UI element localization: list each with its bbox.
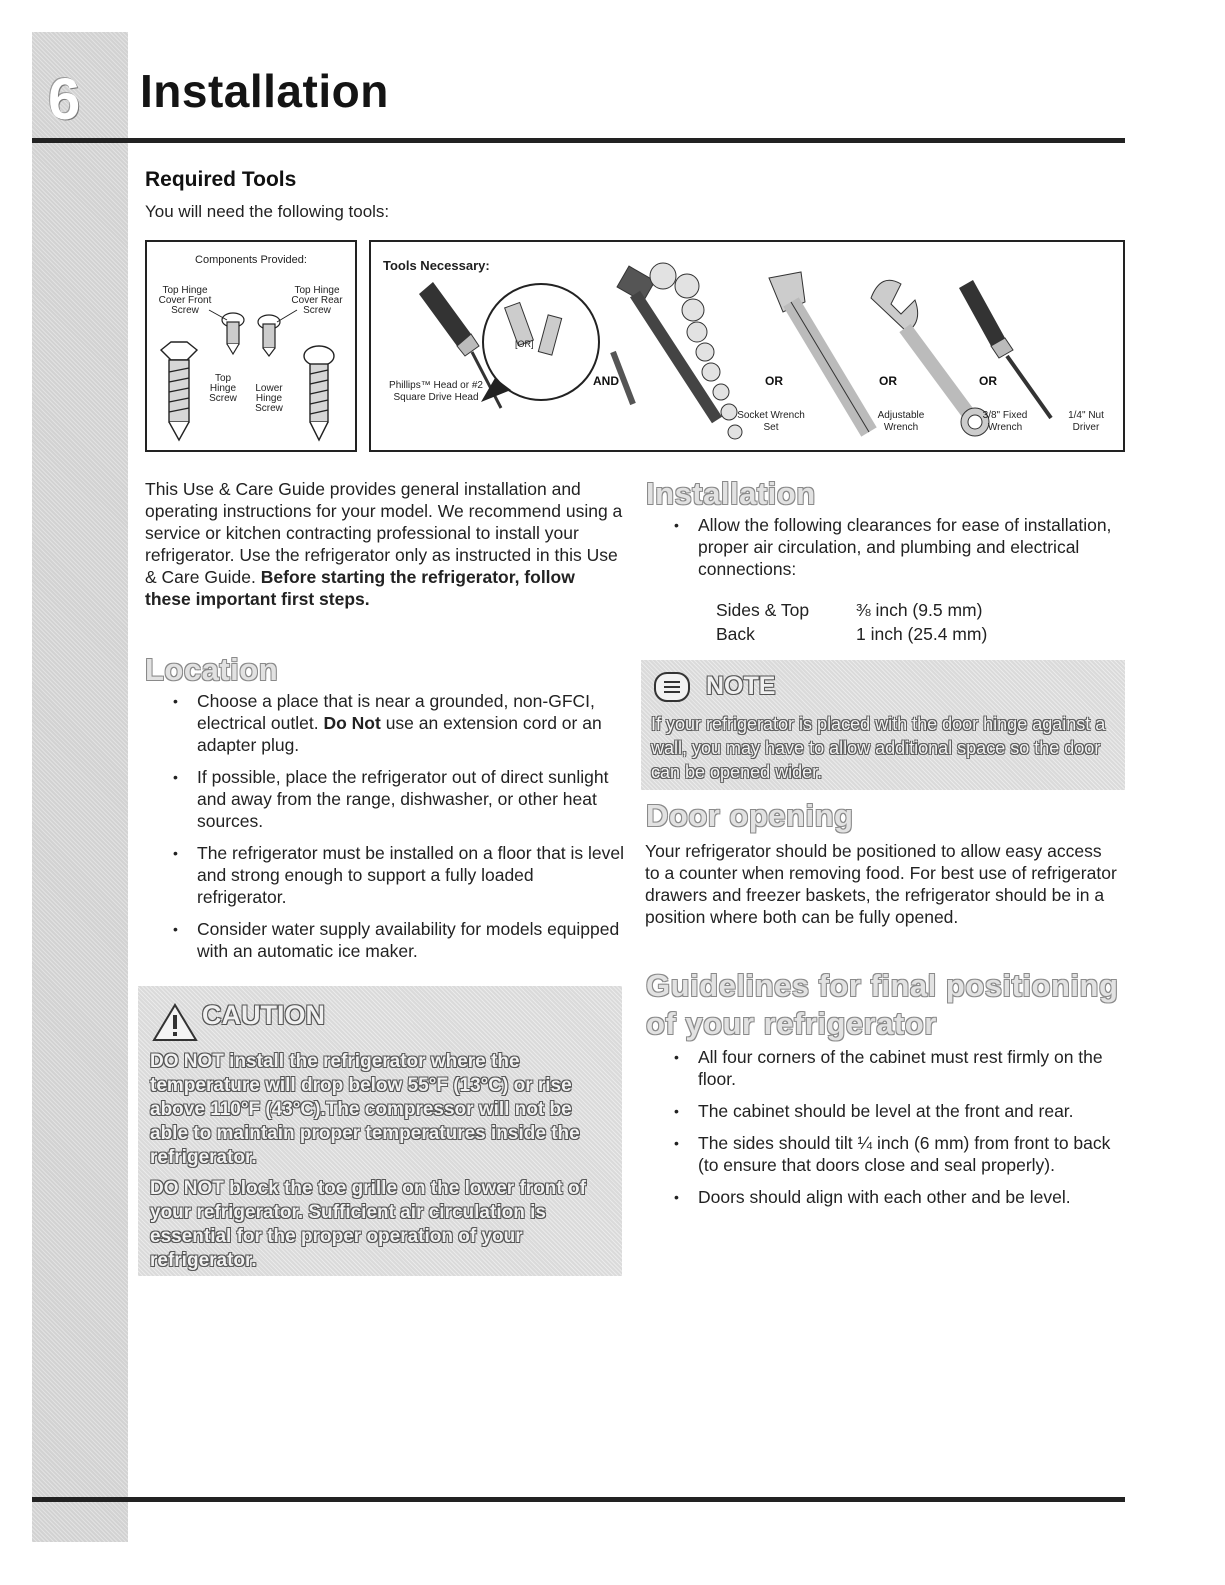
guidelines-heading-line2: of your refrigerator	[646, 1006, 937, 1041]
location-list	[145, 690, 625, 972]
door-opening-text: Your refrigerator should be positioned to allow easy access to a counter when removing food. For best use of refrigerator drawers and freezer baskets, the refrigerator should be in a position where both can be fully opened.	[645, 841, 1117, 927]
page-title: Installation	[140, 65, 389, 117]
list-item: • Consider water supply availability for models equipped with an automatic ice maker.	[145, 918, 625, 962]
intro-text: This Use & Care Guide provides general installation and operating instructions for your model. We recommend using a service or kitchen contracting professional to install your refrigerator. Use the refrigerator only as instructed in this Use & Care Guide.	[145, 479, 623, 587]
label-or-1: OR	[765, 374, 783, 388]
note-text: If your refrigerator is placed with the door hinge against a wall, you may have to allow additional space so the door can be opened wider.	[651, 714, 1106, 782]
clearance-value: ⅜ inch (9.5 mm)	[856, 600, 983, 620]
location-heading: Location	[145, 652, 279, 687]
bullet-text: use an extension cord or an adapter plug.	[197, 713, 602, 755]
screws-illustration	[147, 242, 355, 450]
bullet-bold: Do Not	[323, 713, 381, 733]
label-and: AND	[593, 374, 619, 388]
warning-triangle-icon	[152, 1002, 198, 1042]
tools-necessary-box	[369, 240, 1125, 452]
list-item: • All four corners of the cabinet must rest firmly on the floor.	[646, 1046, 1122, 1090]
label-fixed-wrench: 3/8" Fixed Wrench	[982, 410, 1028, 433]
clearance-table	[716, 598, 987, 646]
label-or-3: OR	[979, 374, 997, 388]
header-rule	[32, 138, 1125, 143]
list-item: • Allow the following clearances for ease of installation, proper air circulation, and plumbing and electrical connections:	[646, 514, 1116, 580]
screw-icon	[258, 315, 280, 356]
list-item	[145, 690, 625, 756]
label-adjustable-wrench: Adjustable Wrench	[877, 410, 925, 433]
socket-wrench-set-icon	[613, 263, 742, 439]
nut-driver-icon	[959, 280, 1051, 418]
caution-heading: CAUTION	[202, 1000, 325, 1030]
components-provided-box	[145, 240, 357, 452]
required-tools-title: Required Tools	[145, 168, 297, 191]
caution-paragraph: DO NOT block the toe grille on the lower front of your refrigerator. Sufficient air circulation is essential for the proper operation of your refrigerator.	[150, 1178, 586, 1271]
screw-icon	[161, 342, 197, 440]
list-item: • If possible, place the refrigerator out of direct sunlight and away from the range, dishwasher, or other heat sources.	[145, 766, 625, 832]
list-item: • The refrigerator must be installed on a floor that is level and strong enough to support a fully loaded refrigerator.	[145, 842, 625, 908]
label-nut-driver: 1/4" Nut Driver	[1068, 410, 1104, 433]
guidelines-heading-line1: Guidelines for final positioning	[646, 968, 1119, 1003]
caution-paragraph: DO NOT install the refrigerator where the temperature will drop below 55°F (13°C) or rise above 110°F (43°C).The compressor will not be able to maintain proper temperatures inside the refrigerator.	[150, 1051, 580, 1168]
label-top-hinge-screw: Top Hinge Screw	[209, 373, 237, 404]
installation-list	[646, 514, 1116, 590]
clearance-row	[716, 622, 987, 646]
components-caption: Components Provided:	[195, 254, 307, 266]
side-strip	[32, 32, 128, 1542]
list-item: • Doors should align with each other and be level.	[646, 1186, 1122, 1208]
guidelines-list	[646, 1046, 1122, 1218]
list-item: • The sides should tilt ¼ inch (6 mm) from front to back (to ensure that doors close and seal properly).	[646, 1132, 1122, 1176]
clearance-row	[716, 598, 987, 622]
label-socket-wrench-set: Socket Wrench Set	[737, 410, 805, 433]
clearance-label: Sides & Top	[716, 600, 810, 620]
note-heading: NOTE	[706, 672, 776, 700]
label-or-2: OR	[879, 374, 897, 388]
bullet-text: Choose a place that is near a grounded, non-GFCI, electrical outlet.	[197, 691, 595, 733]
label-top-hinge-cover-rear-screw: Top Hinge Cover Rear Screw	[291, 285, 343, 316]
adjustable-wrench-icon	[769, 272, 869, 432]
required-tools-subtitle: You will need the following tools:	[145, 202, 390, 221]
footer-rule	[32, 1497, 1125, 1502]
intro-paragraph	[145, 478, 625, 610]
page-number: 6	[48, 67, 81, 132]
clearance-value: 1 inch (25.4 mm)	[856, 624, 988, 644]
clearance-label: Back	[716, 624, 755, 644]
label-phillips-head: Phillips™ Head or #2 Square Drive Head	[389, 380, 483, 403]
list-item: • The cabinet should be level at the front and rear.	[646, 1100, 1122, 1122]
tools-caption: Tools Necessary:	[383, 258, 490, 273]
label-top-hinge-cover-front-screw: Top Hinge Cover Front Screw	[158, 285, 212, 316]
installation-heading: Installation	[646, 476, 816, 511]
intro-bold: Before starting the refrigerator, follow these important first steps.	[145, 567, 575, 609]
label-lower-hinge-screw: Lower Hinge Screw	[255, 383, 283, 414]
screw-icon	[304, 346, 334, 440]
label-or-inset: [OR]	[515, 339, 534, 349]
note-icon	[652, 670, 692, 704]
caution-text	[150, 1050, 614, 1280]
door-opening-heading: Door opening	[646, 798, 854, 833]
